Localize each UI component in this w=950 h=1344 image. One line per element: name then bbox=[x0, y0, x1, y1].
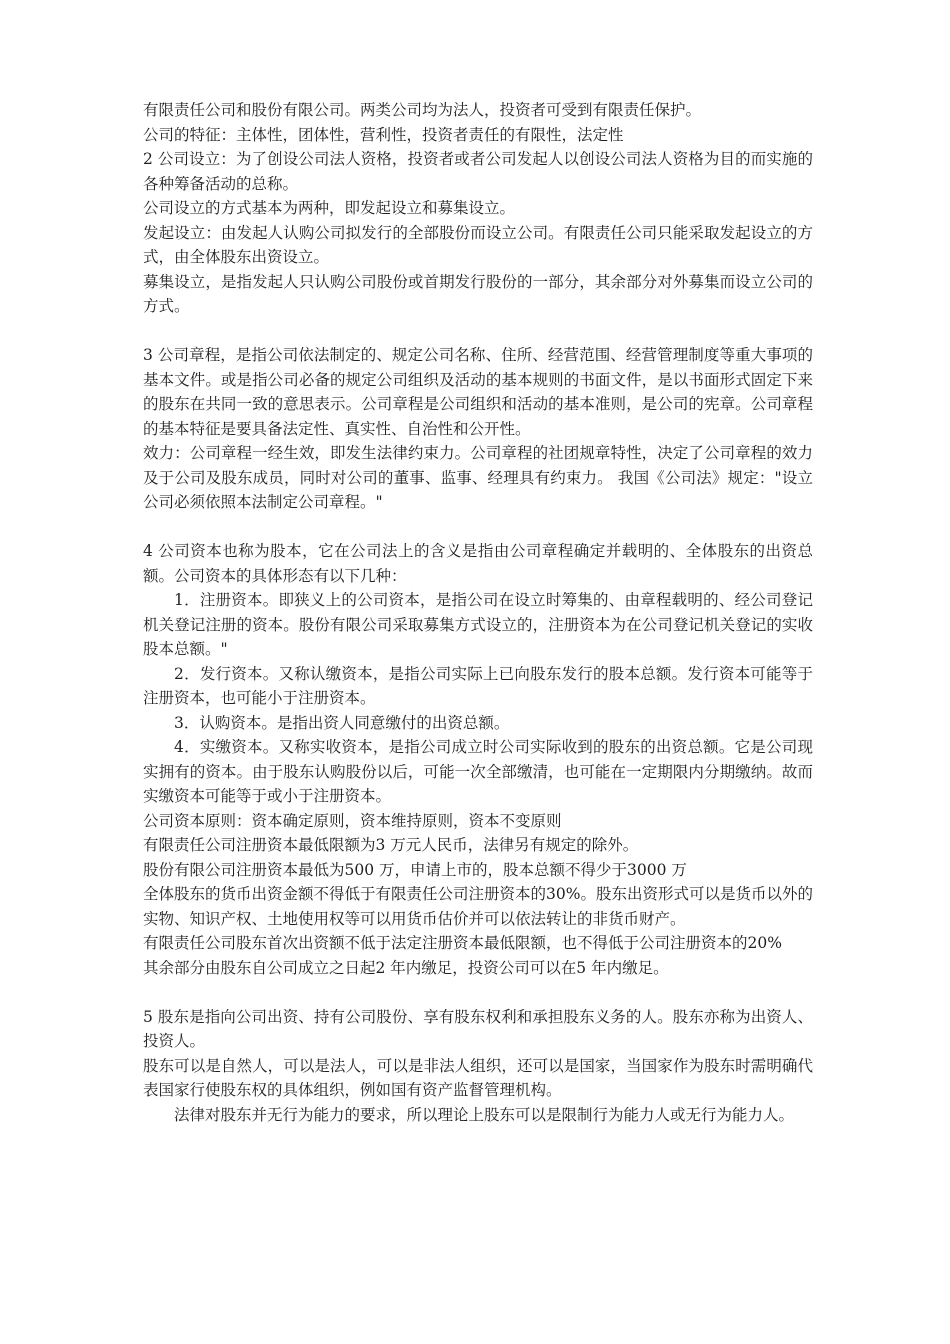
paragraph-remaining-contribution: 其余部分由股东自公司成立之日起2 年内缴足，投资公司可以在5 年内缴足。 bbox=[143, 958, 669, 977]
paragraph-promotion-establishment: 发起设立：由发起人认购公司拟发行的全部股份而设立公司。有限责任公司只能采取发起设立的方式，由全体股东出资设立。 bbox=[143, 223, 813, 266]
paragraph-articles-of-association: 3 公司章程，是指公司依法制定的、规定公司名称、住所、经营范围、经营管理制度等重大事项的基本文件。或是指公司必备的规定公司组织及活动的基本规则的书面文件，是以书面形式固定下来的股东在共同一致的意思表示。公司章程是公司组织和活动的基本准则，是公司的宪章。公司章程的基本特征是要具备法定性、真实性、自治性和公开性。 bbox=[143, 346, 813, 438]
paragraph-paid-in-capital: 4．实缴资本。又称实收资本，是指公司成立时公司实际收到的股东的出资总额。它是公司现实拥有的资本。由于股东认购股份以后，可能一次全部缴清，也可能在一定期限内分期缴纳。故而实缴资本可能等于或小于注册资本。 bbox=[143, 738, 813, 805]
paragraph-gap bbox=[143, 980, 813, 1005]
paragraph-company-features: 公司的特征：主体性，团体性，营利性，投资者责任的有限性，法定性 bbox=[143, 125, 624, 144]
document-page bbox=[143, 98, 813, 1127]
paragraph-company-capital: 4 公司资本也称为股本，它在公司法上的含义是指由公司章程确定并载明的、全体股东的出资总额。公司资本的具体形态有以下几种： bbox=[143, 542, 813, 585]
paragraph-joint-stock-minimum-capital: 股份有限公司注册资本最低为500 万，申请上市的，股本总额不得少于3000 万 bbox=[143, 860, 687, 879]
paragraph-issued-capital: 2．发行资本。又称认缴资本，是指公司实际上已向股东发行的股本总额。发行资本可能等于注册资本，也可能小于注册资本。 bbox=[143, 664, 813, 707]
paragraph-llc-minimum-capital: 有限责任公司注册资本最低限额为3 万元人民币，法律另有规定的除外。 bbox=[143, 836, 639, 854]
paragraph-capital-principles: 公司资本原则：资本确定原则，资本维持原则，资本不变原则 bbox=[143, 811, 562, 830]
paragraph-first-contribution: 有限责任公司股东首次出资额不低于法定注册资本最低限额，也不得低于公司注册资本的20% bbox=[143, 934, 782, 952]
paragraph-offering-establishment: 募集设立，是指发起人只认购公司股份或首期发行股份的一部分，其余部分对外募集而设立公司的方式。 bbox=[143, 272, 813, 315]
paragraph-company-establishment: 2 公司设立：为了创设公司法人资格，投资者或者公司发起人以创设公司法人资格为目的而实施的各种筹备活动的总称。 bbox=[143, 150, 813, 193]
paragraph-company-types: 有限责任公司和股份有限公司。两类公司均为法人，投资者可受到有限责任保护。 bbox=[143, 101, 702, 119]
paragraph-cash-contribution: 全体股东的货币出资金额不得低于有限责任公司注册资本的30%。股东出资形式可以是货币以外的实物、知识产权、土地使用权等可以用货币估价并可以依法转让的非货币财产。 bbox=[143, 885, 813, 928]
paragraph-shareholder-definition: 5 股东是指向公司出资、持有公司股份、享有股东权利和承担股东义务的人。股东亦称为出资人、投资人。 bbox=[143, 1007, 813, 1050]
paragraph-gap bbox=[143, 515, 813, 540]
paragraph-gap bbox=[143, 319, 813, 344]
paragraph-shareholder-types: 股东可以是自然人，可以是法人，可以是非法人组织，还可以是国家，当国家作为股东时需明确代表国家行使股东权的具体组织，例如国有资产监督管理机构。 bbox=[143, 1056, 813, 1099]
paragraph-establishment-methods: 公司设立的方式基本为两种，即发起设立和募集设立。 bbox=[143, 199, 516, 217]
paragraph-registered-capital: 1．注册资本。即狭义上的公司资本，是指公司在设立时筹集的、由章程载明的、经公司登记机关登记注册的资本。股份有限公司采取募集方式设立的，注册资本为在公司登记机关登记的实收股本总额。" bbox=[143, 591, 813, 658]
paragraph-articles-effect: 效力：公司章程一经生效，即发生法律约束力。公司章程的社团规章特性，决定了公司章程的效力及于公司及股东成员，同时对公司的董事、监事、经理具有约束力。 我国《公司法》规定："设立公司必须依照本法制定公司章程。" bbox=[143, 444, 813, 511]
paragraph-subscribed-capital: 3．认购资本。是指出资人同意缴付的出资总额。 bbox=[174, 713, 510, 732]
paragraph-shareholder-capacity: 法律对股东并无行为能力的要求，所以理论上股东可以是限制行为能力人或无行为能力人。 bbox=[174, 1105, 795, 1124]
